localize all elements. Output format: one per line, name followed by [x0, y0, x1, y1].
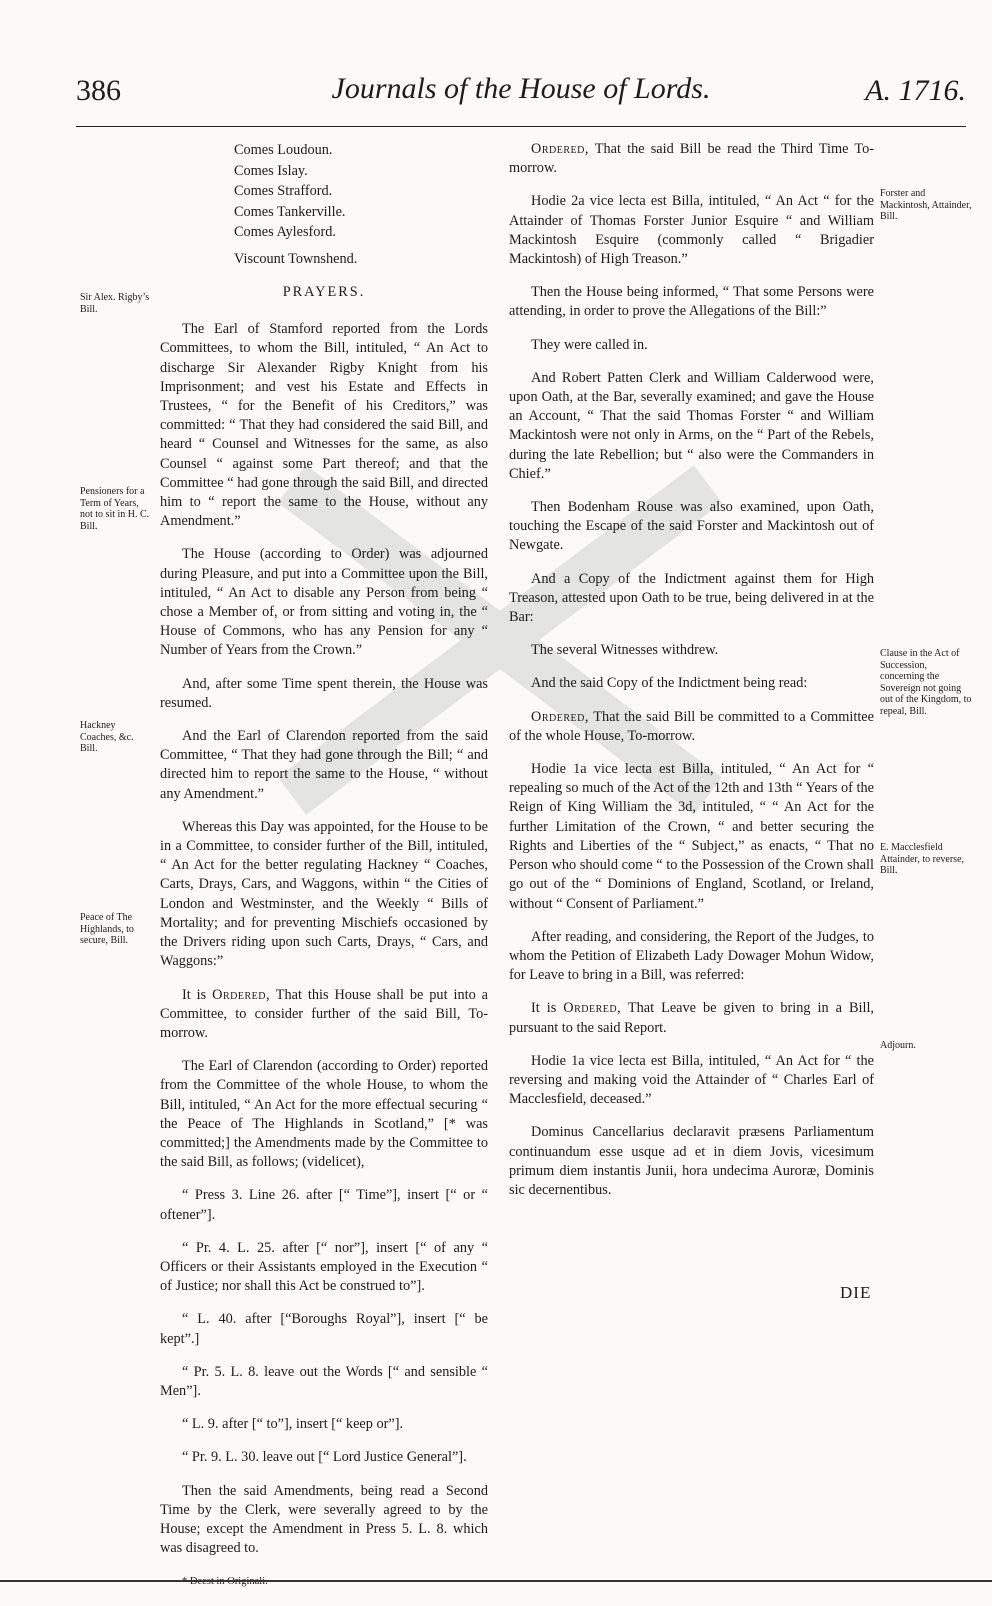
- header-rule: [76, 126, 966, 127]
- attendance-list: [160, 140, 488, 269]
- margin-note: Forster and Mackintosh, Attainder, Bill.: [880, 188, 972, 222]
- attendee: Comes Loudoun.: [234, 142, 333, 158]
- attendee: Comes Strafford.: [234, 183, 333, 199]
- paragraph: Hodie 1a vice lecta est Billa, intituled, “ An Act for “ the reversing and making void the Attainder of “ Charles Earl of Macclesfield, deceased.”: [509, 1052, 874, 1108]
- paragraph: And Robert Patten Clerk and William Calderwood were, upon Oath, at the Bar, severally examined; and gave the House an Account, “ That the said Thomas Forster “ and William Mackintosh were not only in Arms, on the “ Part of the Rebels, during the late Rebellion; but “ also were the Commanders in Chief.”: [509, 369, 874, 482]
- amendment: “ Press 3. Line 26. after [“ Time”], insert [“ or “ oftener”].: [160, 1187, 488, 1223]
- catchword: DIE: [840, 1283, 872, 1302]
- amendment: “ Pr. 5. L. 8. leave out the Words [“ and sensible “ Men”].: [160, 1363, 488, 1399]
- amendment: “ Pr. 4. L. 25. after [“ nor”], insert [“ of any “ Officers or their Assistants employed in the Execution “ of Justice; nor shall this Act be construed to”].: [160, 1239, 488, 1295]
- margin-note: Sir Alex. Rigby’s Bill.: [80, 292, 150, 315]
- attendee: Comes Aylesford.: [234, 224, 336, 240]
- paragraph: Dominus Cancellarius declaravit præsens Parliamentum continuandum esse usque ad et in diem Jovis, vicesimum primum diem instantis Junii, hora undecima Auroræ, Dominis sic decernentibus.: [509, 1124, 874, 1198]
- margin-note: Adjourn.: [880, 1040, 916, 1051]
- paragraph: The Earl of Clarendon (according to Order) reported from the Committee of the whole House, to whom the Bill, intituled, “ An Act for the more effectual securing “ the Peace of The Highlands in Scotland,” [* was committed;] the Amendments made by the Committee to the said Bill, as follows; (videlicet),: [160, 1058, 488, 1171]
- margin-note: E. Macclesfield Attainder, to reverse, Bill.: [880, 842, 965, 876]
- amendment: “ L. 40. after [“Boroughs Royal”], insert [“ be kept”.]: [160, 1311, 488, 1347]
- paragraph: Ordered, That the said Bill be committed to a Committee of the whole House, To-morrow.: [509, 708, 874, 744]
- paragraph: The several Witnesses withdrew.: [531, 642, 719, 659]
- attendee: Viscount Townshend.: [234, 250, 358, 267]
- attendee: Comes Islay.: [234, 162, 308, 179]
- paragraph: Then the said Amendments, being read a Second Time by the Clerk, were severally agreed to by the House; except the Amendment in Press 5. L. 8. which was disagreed to.: [160, 1482, 488, 1557]
- page-year: A. 1716.: [865, 74, 966, 107]
- paragraph: And the Earl of Clarendon reported from the said Committee, “ That they had gone through the Bill; “ and directed him to report the same to the House, “ without any Amendment.”: [160, 728, 488, 802]
- attendee: Comes Tankerville.: [234, 203, 346, 220]
- paragraph: After reading, and considering, the Report of the Judges, to whom the Petition of Elizabeth Lady Dowager Mohun Widow, for Leave to bring in a Bill, was referred:: [509, 928, 874, 984]
- paragraph: Ordered, That the said Bill be read the Third Time To-morrow.: [509, 141, 874, 177]
- running-title: Journals of the House of Lords.: [331, 72, 711, 105]
- bottom-rule: [0, 1580, 992, 1582]
- prayers-heading: PRAYERS.: [282, 284, 366, 300]
- paragraph: The House (according to Order) was adjourned during Pleasure, and put into a Committee upon the Bill, intituled, “ An Act to disable any Person from being “ chose a Member of, or from sitting and voting in, the “ House of Commons, who has any Pension for any “ Number of Years from the Crown.”: [160, 546, 488, 659]
- paragraph: It is Ordered, That Leave be given to bring in a Bill, pursuant to the said Report.: [509, 1000, 875, 1036]
- paragraph: Then the House being informed, “ That some Persons were attending, in order to prove the Allegations of the Bill:”: [509, 284, 874, 320]
- paragraph: Then Bodenham Rouse was also examined, upon Oath, touching the Escape of the said Forster and Mackintosh out of Newgate.: [509, 499, 874, 554]
- margin-note: Clause in the Act of Succession, concerning the Sovereign not going out of the Kingdom, to repeal, Bill.: [880, 648, 972, 717]
- amendment: “ Pr. 9. L. 30. leave out [“ Lord Justice General”].: [182, 1449, 467, 1466]
- paragraph: The Earl of Stamford reported from the Lords Committees, to whom the Bill, intituled, “ An Act to discharge Sir Alexander Rigby Knight from his Imprisonment; and vest his Estate and Effects in Trustees, “ for the Benefit of his Creditors,” was committed: “ That they had considered the said Bill, and heard “ Counsel and Witnesses for the same, as also Counsel “ against some Part thereof; and that the Committee “ had gone through the said Bill, and directed him to “ report the same to the House, without any Amendment.”: [160, 321, 488, 530]
- paragraph: Hodie 2a vice lecta est Billa, intituled, “ An Act “ for the Attainder of Thomas Forster Junior Esquire “ and William Mackintosh Esquire (commonly called “ Brigadier Mackintosh) of High Treason.”: [509, 193, 874, 268]
- paragraph: They were called in.: [531, 336, 648, 353]
- paragraph: And a Copy of the Indictment against them for High Treason, attested upon Oath to be true, being delivered in at the Bar:: [509, 570, 874, 626]
- margin-note: Pensioners for a Term of Years, not to sit in H. C. Bill.: [80, 486, 150, 532]
- paragraph: It is Ordered, That this House shall be put into a Committee, to consider further of the said Bill, To-morrow.: [160, 986, 488, 1041]
- page-number: 386: [76, 74, 121, 107]
- paragraph: Hodie 1a vice lecta est Billa, intituled, “ An Act for “ repealing so much of the Act of the 12th and 13th “ Years of the Reign of King William the 3d, intituled, “ “ An Act for the further Limitation of the Crown, “ and better securing the Rights and Liberties of the “ Subject,” as enacts, “ That no Person who should come “ to the Possession of the Crown shall go out of the “ Dominions of England, Scotland, or Ireland, without “ Consent of Parliament.”: [509, 761, 874, 912]
- paragraph: And the said Copy of the Indictment being read:: [531, 675, 808, 692]
- paragraph: And, after some Time spent therein, the House was resumed.: [160, 675, 488, 711]
- margin-note: Hackney Coaches, &c. Bill.: [80, 720, 134, 754]
- page-header: [76, 72, 966, 122]
- right-column: [509, 140, 874, 1214]
- amendment: “ L. 9. after [“ to”], insert [“ keep or”].: [182, 1416, 404, 1433]
- left-column: [160, 140, 488, 1606]
- margin-note: Peace of The Highlands, to secure, Bill.: [80, 912, 134, 946]
- footnote: * Deest in Originali.: [182, 1576, 268, 1588]
- paragraph: Whereas this Day was appointed, for the House to be in a Committee, to consider further of the Bill, intituled, “ An Act for the better regulating Hackney “ Coaches, Carts, Drays, Cars, and Waggons, within “ the Cities of London and Westminster, and the Weekly “ Bills of Mortality; and for preventing Mischiefs occasioned by the Drivers riding upon such Carts, Drays, “ Cars, and Waggons:”: [160, 818, 488, 970]
